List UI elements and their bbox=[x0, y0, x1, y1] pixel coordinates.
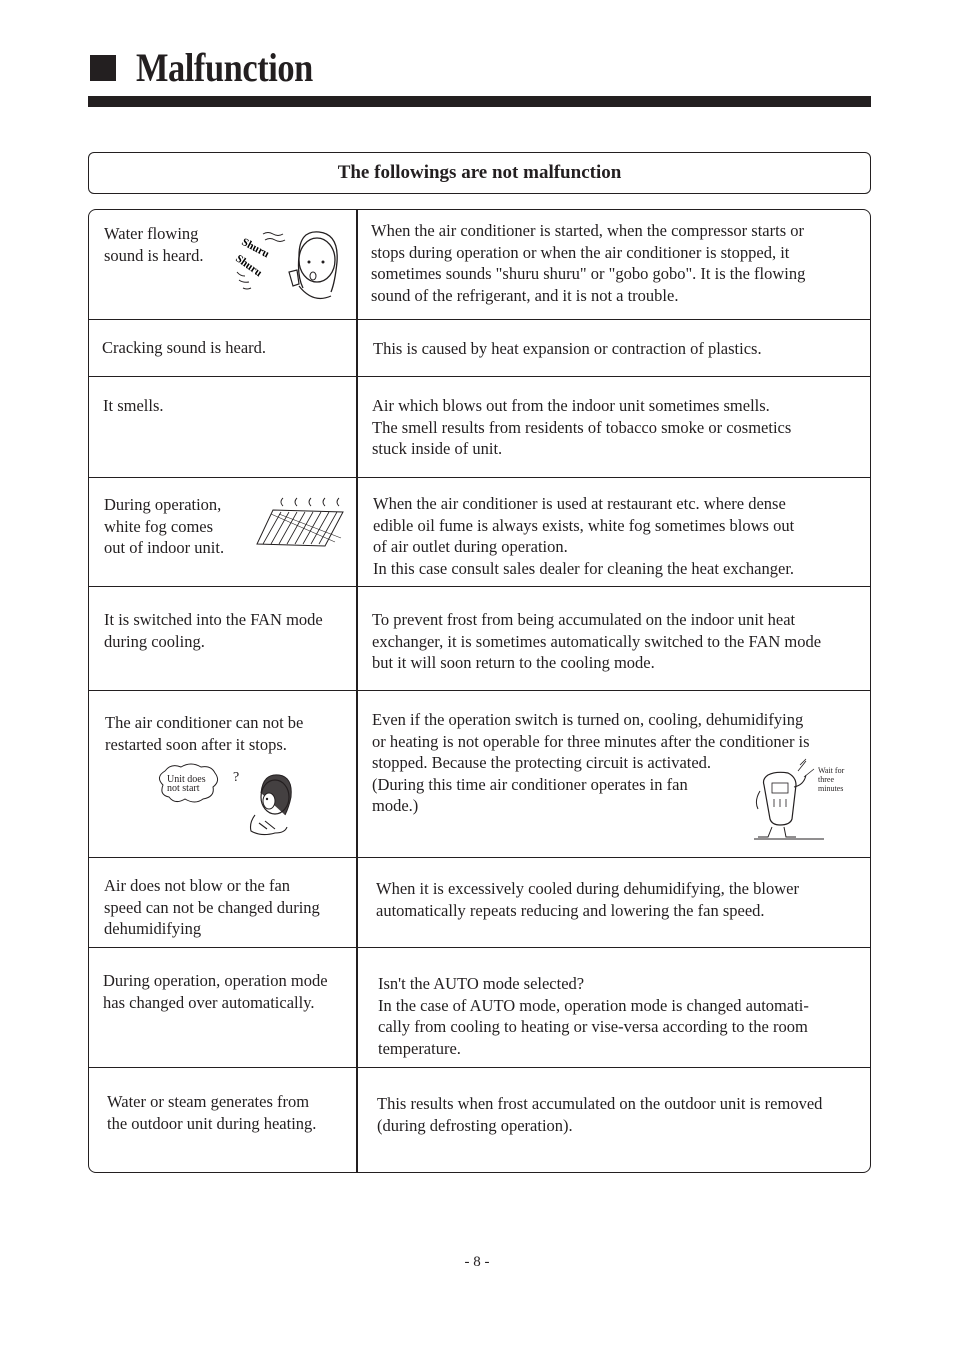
symptom-text: It is switched into the FAN mode during cooling. bbox=[104, 610, 323, 651]
table-row bbox=[89, 376, 870, 477]
title-block bbox=[90, 44, 342, 91]
table-row bbox=[89, 210, 870, 319]
table-row bbox=[89, 477, 870, 586]
remote-control-waiting-icon bbox=[754, 761, 854, 843]
symptom-text: The air conditioner can not be restarted soon after it stops. bbox=[105, 713, 304, 754]
table-row bbox=[89, 690, 870, 857]
svg-text:?: ? bbox=[233, 770, 240, 785]
explanation-text: This results when frost accumulated on the outdoor unit is removed (during defrosting operation). bbox=[377, 1094, 823, 1135]
sound-word: Shuru bbox=[233, 252, 265, 280]
square-bullet-icon bbox=[90, 55, 116, 81]
page-title: Malfunction bbox=[136, 45, 313, 90]
table-row bbox=[89, 586, 870, 690]
explanation-text: When the air conditioner is started, when the compressor starts or stops during operation or when the air conditioner is stopped, it sometimes sounds "shuru shuru" or "gobo gobo". It is the flowing sound of the refrigerant, and it is not a trouble. bbox=[371, 221, 806, 305]
title-rule bbox=[88, 96, 871, 107]
symptom-text: Water or steam generates from the outdoor unit during heating. bbox=[107, 1092, 317, 1133]
explanation-text: When it is excessively cooled during dehumidifying, the blower automatically repeats reducing and lowering the fan speed. bbox=[376, 879, 799, 920]
remote-text: Wait for bbox=[818, 766, 845, 775]
bubble-text: Unit does bbox=[167, 774, 206, 785]
explanation-text: Even if the operation switch is turned on, cooling, dehumidifying or heating is not operable for three minutes after the conditioner is stopped. Because the protecting circuit is activated. (During this time air conditioner operates in fan mode.) bbox=[372, 710, 810, 815]
symptom-text: Air does not blow or the fan speed can not be changed during dehumidifying bbox=[104, 876, 320, 938]
table-row bbox=[89, 857, 870, 947]
symptom-text: It smells. bbox=[103, 396, 164, 415]
symptom-text: During operation, operation mode has changed over automatically. bbox=[103, 971, 328, 1012]
page-number: - 8 - bbox=[464, 1254, 490, 1270]
table-row bbox=[89, 947, 870, 1067]
girl-confused-icon bbox=[155, 763, 325, 843]
explanation-text: When the air conditioner is used at restaurant etc. where dense edible oil fume is always exists, white fog sometimes blows out of air outlet during operation. In this case consult sales dealer for cleaning the heat exchanger. bbox=[373, 494, 795, 578]
section-heading: The followings are not malfunction bbox=[88, 152, 871, 194]
remote-text: three bbox=[818, 775, 834, 784]
explanation-text: This is caused by heat expansion or contraction of plastics. bbox=[373, 339, 762, 358]
remote-text: minutes bbox=[818, 784, 844, 793]
malfunction-table bbox=[88, 209, 871, 1173]
symptom-text: Cracking sound is heard. bbox=[102, 338, 267, 357]
indoor-unit-fog-icon bbox=[257, 498, 347, 548]
table-row bbox=[89, 1067, 870, 1173]
sound-word: Shuru bbox=[239, 236, 272, 261]
explanation-text: Air which blows out from the indoor unit sometimes smells. The smell results from residents of tobacco smoke or cosmetics stuck inside of unit. bbox=[372, 396, 792, 458]
explanation-text: To prevent frost from being accumulated on the indoor unit heat exchanger, it is sometimes automatically switched to the FAN mode but it will soon return to the cooling mode. bbox=[372, 610, 822, 672]
bubble-text: not start bbox=[167, 783, 200, 794]
symptom-text: Water flowing sound is heard. bbox=[104, 224, 204, 265]
symptom-text: During operation, white fog comes out of indoor unit. bbox=[104, 495, 225, 557]
table-row bbox=[89, 319, 870, 376]
girl-hearing-sound-icon bbox=[229, 220, 349, 310]
explanation-text: Isn't the AUTO mode selected? In the case of AUTO mode, operation mode is changed automati- cally from cooling to heating or vise-versa according to the room temperature. bbox=[378, 974, 809, 1058]
